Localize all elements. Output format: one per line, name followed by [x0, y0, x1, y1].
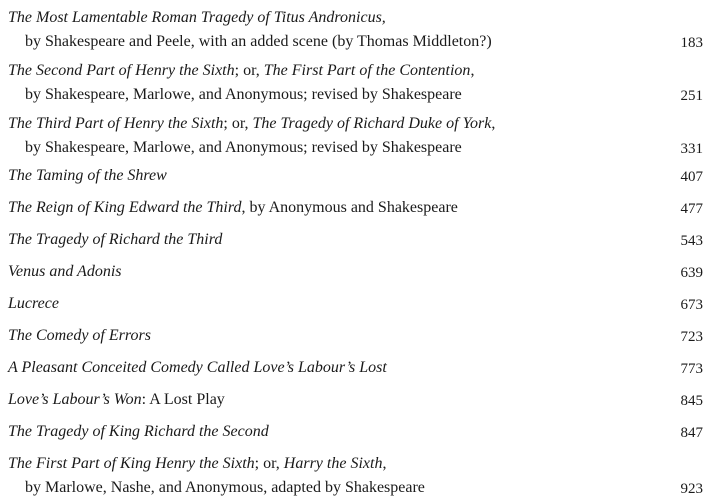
author-text: ; or, [254, 455, 284, 472]
entry-title-line [8, 292, 59, 316]
author-text: by Shakespeare and Peele, with an added scene (by Thomas Middleton?) [25, 33, 492, 50]
entry-title-line [8, 324, 151, 348]
page-number: 251 [680, 88, 703, 104]
title-text: The Most Lamentable Roman Tragedy of Titus Andronicus, [8, 9, 386, 26]
entry-title-line [8, 388, 225, 412]
title-text: A Pleasant Conceited Comedy Called Love’s Labour’s Lost [8, 359, 387, 376]
title-text: Harry the Sixth [283, 455, 383, 472]
author-text: by Marlowe, Nashe, and Anonymous, adapted by Shakespeare [25, 479, 425, 496]
author-text: , [470, 62, 475, 79]
title-text: Venus and Adonis [8, 263, 122, 280]
toc-entry [8, 164, 703, 188]
author-text: , [491, 115, 496, 132]
entry-title-line [8, 228, 222, 252]
title-text: Lucrece [8, 295, 59, 312]
entry-title-line [8, 260, 121, 284]
author-text: : A Lost Play [141, 391, 225, 408]
title-text: The Tragedy of Richard Duke of York [252, 115, 492, 132]
page-number: 847 [680, 425, 703, 441]
entry-title-line [8, 164, 167, 188]
page-number: 543 [680, 233, 703, 249]
entry-title-line [8, 6, 386, 30]
title-text: The Reign of King Edward the Third [8, 199, 242, 216]
author-text: ; or, [234, 62, 264, 79]
entry-title-line [8, 356, 387, 380]
page-number: 845 [680, 393, 703, 409]
page-number: 639 [680, 265, 703, 281]
toc-entry [8, 324, 703, 348]
toc-entry [8, 388, 703, 412]
entry-continuation-line [25, 136, 462, 160]
page-number: 407 [680, 169, 703, 185]
toc-entry [8, 260, 703, 284]
author-text: ; or, [223, 115, 253, 132]
entry-title-line [8, 59, 474, 83]
toc-entry [8, 59, 703, 107]
title-text: The Comedy of Errors [8, 327, 151, 344]
author-text: by Shakespeare, Marlowe, and Anonymous; revised by Shakespeare [25, 86, 462, 103]
title-text: Love’s Labour’s Won [8, 391, 142, 408]
title-text: The Second Part of Henry the Sixth [8, 62, 235, 79]
toc-entry [8, 228, 703, 252]
entry-title-line [8, 420, 269, 444]
entry-title-line [8, 452, 386, 476]
entry-continuation-line [25, 83, 462, 107]
page-number: 331 [680, 141, 703, 157]
page-number: 183 [680, 35, 703, 51]
title-text: The Taming of the Shrew [8, 167, 167, 184]
title-text: The Tragedy of King Richard the Second [8, 423, 269, 440]
author-text: , [382, 455, 387, 472]
title-text: The First Part of King Henry the Sixth [8, 455, 255, 472]
toc-entry [8, 6, 703, 54]
author-text: , by Anonymous and Shakespeare [241, 199, 458, 216]
toc-entry [8, 196, 703, 220]
title-text: The First Part of the Contention [263, 62, 471, 79]
title-text: The Tragedy of Richard the Third [8, 231, 223, 248]
entry-title-line [8, 112, 495, 136]
page-number: 477 [680, 201, 703, 217]
page-number: 923 [680, 481, 703, 497]
toc-entry [8, 356, 703, 380]
page-number: 723 [680, 329, 703, 345]
entry-continuation-line [25, 476, 425, 500]
toc-entry [8, 452, 703, 500]
toc-entry [8, 112, 703, 160]
entry-continuation-line [25, 30, 492, 54]
toc-entry [8, 420, 703, 444]
author-text: by Shakespeare, Marlowe, and Anonymous; revised by Shakespeare [25, 139, 462, 156]
page-number: 673 [680, 297, 703, 313]
toc-entry [8, 292, 703, 316]
entry-title-line [8, 196, 458, 220]
title-text: The Third Part of Henry the Sixth [8, 115, 224, 132]
page-number: 773 [680, 361, 703, 377]
